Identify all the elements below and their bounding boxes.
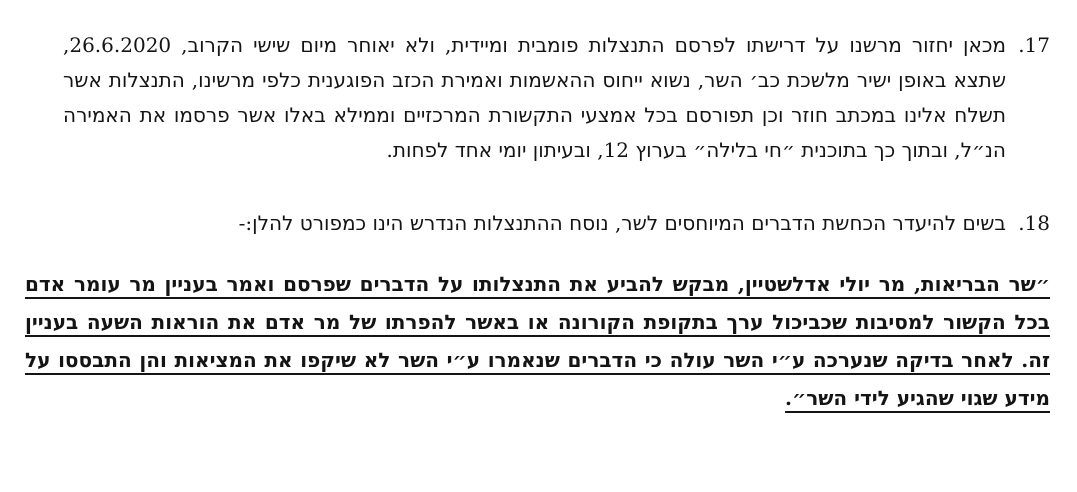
- paragraph-18: [25, 206, 1050, 241]
- apology-statement-quote: ״שר הבריאות, מר יולי אדלשטיין, מבקש להביע את התנצלותו על הדברים שפרסם ואמר בעניין מר עומר אדם בכל הקשור למסיבות שכביכול ערך בתקופת הקורונה או באשר להפרתו של מר אדם את הוראות השעה בעניין זה. לאחר בדיקה שנערכה ע״י השר עולה כי הדברים שנאמרו ע״י השר לא שיקפו את המציאות והן התבססו על מידע שגוי שהגיע לידי השר״.: [25, 272, 1050, 410]
- paragraph-17-number: 17.: [1018, 33, 1050, 57]
- paragraph-18-text: בשים להיעדר הכחשת הדברים המיוחסים לשר, נוסח ההתנצלות הנדרש הינו כמפורט להלן:-: [238, 211, 1006, 235]
- paragraph-17-text: מכאן יחזור מרשנו על דרישתו לפרסם התנצלות פומבית ומיידית, ולא יאוחר מיום שישי הקרוב, 26.6.2020, שתצא באופן ישיר מלשכת כב׳ השר, נשוא ייחוס ההאשמות ואמירת הכזב הפוגענית כלפי מרשינו, התנצלות אשר תשלח אלינו במכתב חוזר וכן תפורסם בכל אמצעי התקשורת המרכזיים וממילא באלו אשר פרסמו את האמירה הנ״ל, ובתוך כך בתוכנית ״חי בלילה״ בערוץ 12, ובעיתון יומי אחד לפחות.: [63, 33, 1006, 162]
- paragraph-18-number: 18.: [1018, 211, 1050, 235]
- paragraph-17: [25, 28, 1050, 168]
